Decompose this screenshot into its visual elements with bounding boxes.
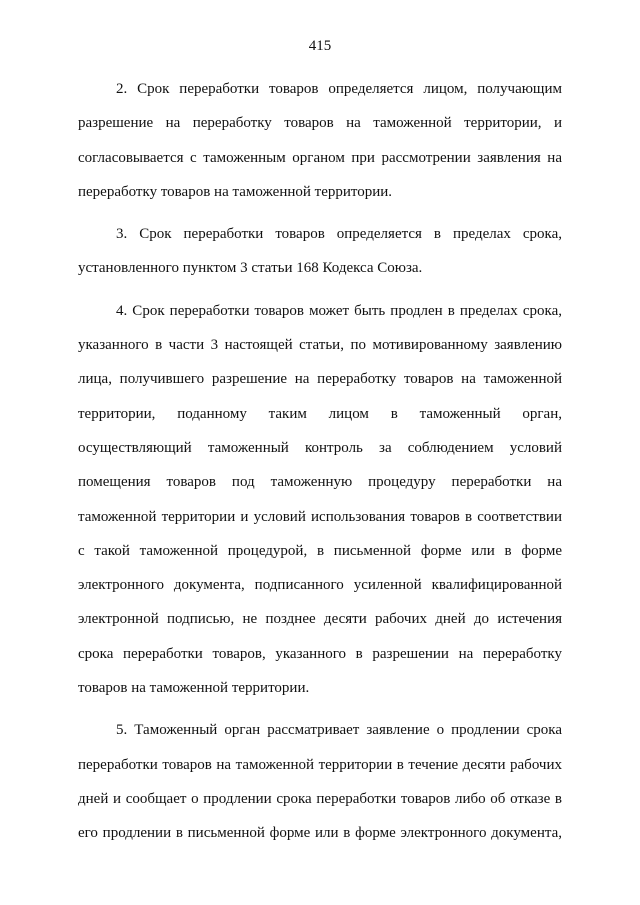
paragraph-line: указанного в части 3 настоящей статьи, по мотивированному заявлению (78, 337, 562, 354)
paragraph-line: таможенной территории и условий использования товаров в соответствии (78, 508, 562, 525)
paragraph-line: лица, получившего разрешение на переработку товаров на таможенной (78, 371, 562, 388)
paragraph-line: осуществляющий таможенный контроль за соблюдением условий (78, 439, 562, 456)
page-number: 415 (308, 38, 332, 54)
paragraph-line: 4. Срок переработки товаров может быть продлен в пределах срока, (116, 302, 562, 319)
paragraph-line: переработку товаров на таможенной территории. (78, 183, 393, 200)
paragraph-line: 5. Таможенный орган рассматривает заявление о продлении срока (116, 722, 562, 739)
paragraph-line: товаров на таможенной территории. (78, 680, 310, 697)
paragraph-line: установленного пунктом 3 статьи 168 Кодекса Союза. (78, 260, 423, 277)
paragraph-5 (78, 713, 562, 850)
paragraph-line: согласовывается с таможенным органом при рассмотрении заявления на (78, 149, 562, 166)
paragraph-line: разрешение на переработку товаров на таможенной территории, и (78, 115, 562, 132)
paragraph-line: с такой таможенной процедурой, в письменной форме или в форме (78, 542, 562, 559)
paragraph-line: 3. Срок переработки товаров определяется в пределах срока, (116, 226, 562, 243)
paragraph-line: срока переработки товаров, указанного в разрешении на переработку (78, 645, 562, 662)
paragraph-line: 2. Срок переработки товаров определяется лицом, получающим (116, 81, 562, 97)
paragraph-line: дней и сообщает о продлении срока переработки товаров либо об отказе в (78, 790, 562, 807)
paragraph-line: электронного документа, подписанного усиленной квалифицированной (78, 577, 562, 594)
paragraph-4 (78, 294, 562, 706)
paragraph-line: переработки товаров на таможенной территории в течение десяти рабочих (78, 756, 562, 773)
paragraph-line: электронной подписью, не позднее десяти рабочих дней до истечения (78, 611, 562, 628)
paragraph-line: помещения товаров под таможенную процедуру переработки на (78, 474, 562, 491)
paragraph-3 (78, 217, 562, 286)
paragraph-line: его продлении в письменной форме или в форме электронного документа, (78, 825, 562, 842)
document-body (78, 72, 562, 859)
paragraph-2 (78, 72, 562, 209)
paragraph-line: территории, поданному таким лицом в таможенный орган, (78, 405, 562, 422)
